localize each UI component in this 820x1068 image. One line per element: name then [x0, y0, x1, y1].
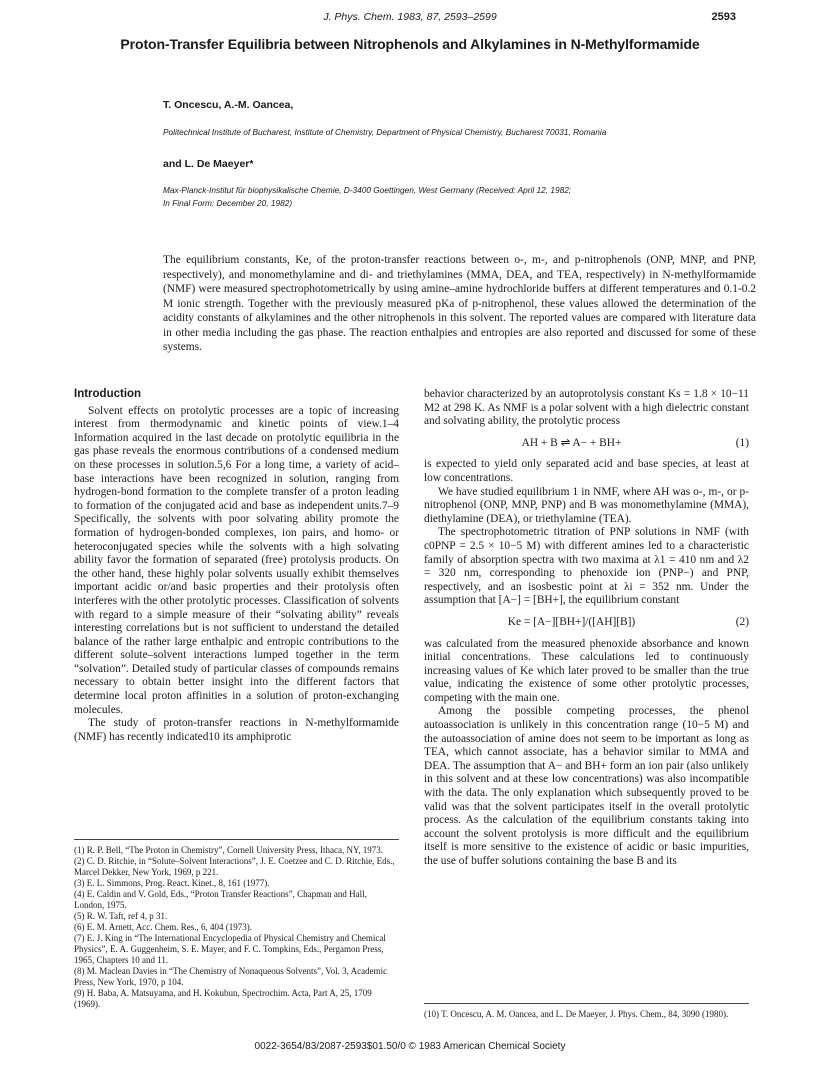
journal-citation: J. Phys. Chem. 1983, 87, 2593–2599: [323, 11, 497, 23]
footnote: (3) E. L. Simmons, Prog. React. Kinet., 8, 161 (1977).: [74, 878, 270, 888]
footnote: (4) E. Caldin and V. Gold, Eds., “Proton Transfer Reactions”, Chapman and Hall, London, 1975.: [74, 889, 367, 910]
article-title: Proton-Transfer Equilibria between Nitrophenols and Alkylamines in N-Methylformamide: [120, 36, 700, 52]
intro-paragraph-1: Solvent effects on protolytic processes are a topic of increasing interest from thermodynamic and kinetic points of view.1–4 Information acquired in the last decade on protolytic equilibria in the gas phase reveals the enormous contributions of a condensed medium on these processes in solution.5,6 For a long time, a variety of acid–base interactions have been recognized in solution, ranging from hydrogen-bond formation to the complete transfer of a proton leading to formation of the conjugated acid and base as independent units.7–9 Specifically, the solvents with poor solvating ability promote the formation of hydrogen-bonded complexes, ion pairs, and homo- or heteroconjugated species while the solvents with a high solvating ability favor the formation of separated (free) protolysis products. On the other hand, these highly polar solvents usually exhibit themselves important acidic or/and basic properties and their protolysis often interferes with the other protolytic processes. Classification of solvents with regard to a simple measure of their “solvating ability” reveals interesting correlations but is not sufficient to understand the detailed balance of the rather large enthalpic and entropic contributions to the different solute–solvent interactions lumped together in the term “solvation”. Detailed study of particular classes of compounds remains necessary to obtain better insight into the different factors that determine local proton affinities in a solution of proton-exchanging molecules.: [74, 404, 399, 716]
affiliation-secondary-line2: In Final Form: December 20, 1982): [163, 197, 293, 208]
right-paragraph-3: We have studied equilibrium 1 in NMF, where AH was o-, m-, or p-nitrophenol (ONP, MNP, PNP) and B was monomethylamine (MMA), diethylamine (DEA), or triethylamine (TEA).: [424, 485, 749, 525]
footnote: (6) E. M. Arnett, Acc. Chem. Res., 6, 404 (1973).: [74, 922, 252, 932]
equation-1-expression: AH + B ⇌ A− + BH+: [521, 436, 622, 449]
running-head: [0, 11, 820, 25]
right-paragraph-1: behavior characterized by an autoprotolysis constant Ks = 1.8 × 10−11 M2 at 298 K. As NMF is a polar solvent with a high dielectric constant and solvating ability, the protolytic process: [424, 388, 749, 428]
authors-primary: T. Oncescu, A.-M. Oancea,: [163, 99, 294, 111]
left-column: [74, 388, 399, 744]
equation-1: [424, 437, 749, 451]
footnotes-left: [74, 839, 399, 1010]
right-column: [424, 388, 749, 869]
affiliation-secondary-line1: Max-Planck-Institut für biophysikalische Chemie, D-3400 Goettingen, West Germany (Received: April 12, 1982;: [163, 185, 572, 195]
footnote: (2) C. D. Ritchie, in “Solute–Solvent Interactions”, J. E. Coetzee and C. D. Ritchie, Eds., Marcel Dekker, New York, 1969, p 221.: [74, 856, 395, 877]
page-number: 2593: [711, 11, 736, 23]
equation-2: [424, 616, 749, 630]
footnotes-right: [424, 1003, 749, 1020]
footnote: (1) R. P. Bell, “The Proton in Chemistry”, Cornell University Press, Ithaca, NY, 1973.: [74, 845, 384, 855]
right-paragraph-5: was calculated from the measured phenoxide absorbance and known initial concentrations. These calculations led to continuously increasing values of Ke which later proved to be smaller than the true value, indicating the existence of some other protolytic processes, competing with the main one.: [424, 637, 749, 704]
affiliation-secondary: [163, 184, 763, 209]
section-heading-introduction: Introduction: [74, 388, 142, 400]
authors-secondary: and L. De Maeyer*: [163, 158, 254, 170]
intro-paragraph-2: The study of proton-transfer reactions in N-methylformamide (NMF) has recently indicated10 its amphiprotic: [74, 717, 399, 743]
right-paragraph-2: is expected to yield only separated acid and base species, at least at low concentrations.: [424, 458, 749, 484]
equation-2-number: (2): [735, 615, 749, 628]
equation-2-expression: Ke = [A−][BH+]/([AH][B]): [507, 615, 636, 628]
right-paragraph-6: Among the possible competing processes, the phenol autoassociation is unlikely in this concentration range (10−5 M) and the autoassociation of amine does not seem to be important as long as TEA, which cannot associate, has a behavior similar to MMA and DEA. The assumption that A− and BH+ form an ion pair (also unlikely in this solvent and at these low concentrations) was also incompatible with the data. The only explanation which subsequently proved to be valid was that the solvent participates itself in the overall protolytic process. As the calculation of the equilibrium constants taking into account the solvent protolysis is more difficult and the equilibrium itself is more sensitive to the existence of acidic or basic impurities, the use of buffer solutions containing the base B and its: [424, 705, 749, 867]
page-footer: 0022-3654/83/2087-2593$01.50/0 © 1983 American Chemical Society: [254, 1041, 566, 1052]
footnote: (5) R. W. Taft, ref 4, p 31.: [74, 911, 168, 921]
footnote: (10) T. Oncescu, A. M. Oancea, and L. De Maeyer, J. Phys. Chem., 84, 3090 (1980).: [424, 1009, 729, 1019]
footnote: (9) H. Baba, A. Matsuyama, and H. Kokubun, Spectrochim. Acta, Part A, 25, 1709 (1969).: [74, 988, 372, 1009]
right-paragraph-4: The spectrophotometric titration of PNP solutions in NMF (with c0PNP = 2.5 × 10−5 M) with different amines led to a characteristic family of absorption spectra with two maxima at λ1 = 410 nm and λ2 = 320 nm, corresponding to phenoxide ion (PNP−) and PNP, respectively, and an isosbestic point at λi = 352 nm. Under the assumption that [A−] = [BH+], the equilibrium constant: [424, 526, 749, 607]
footnote: (7) E. J. King in “The International Encyclopedia of Physical Chemistry and Chemical Physics”, E. A. Guggenheim, S. E. Mayer, and F. C. Tompkins, Eds., Pergamon Press, 1965, Chapters 10 and 11.: [74, 933, 386, 965]
abstract: The equilibrium constants, Ke, of the proton-transfer reactions between o-, m-, and p-nitrophenols (ONP, MNP, and PNP, respectively), and monomethylamine and di- and triethylamines (MMA, DEA, and TEA, respectively) in N-methylformamide (NMF) were measured spectrophotometrically by using amine–amine hydrochloride buffers at different temperatures and 0.1-0.2 M ionic strength. Together with the previously measured pKa of p-nitrophenol, these values allowed the determination of the acidity constants of alkylamines and the other nitrophenols in this solvent. The reported values are compared with literature data in other media including the gas phase. The reaction enthalpies and entropies are also reported and discussed for some of these systems.: [163, 254, 756, 353]
footnote: (8) M. Maclean Davies in “The Chemistry of Nonaqueous Solvents”, Vol. 3, Academic Press, New York, 1970, p 104.: [74, 966, 388, 987]
equation-1-number: (1): [735, 436, 749, 449]
affiliation-primary: Politechnical Institute of Bucharest, Institute of Chemistry, Department of Physical Chemistry, Bucharest 70031, Romania: [163, 127, 607, 137]
